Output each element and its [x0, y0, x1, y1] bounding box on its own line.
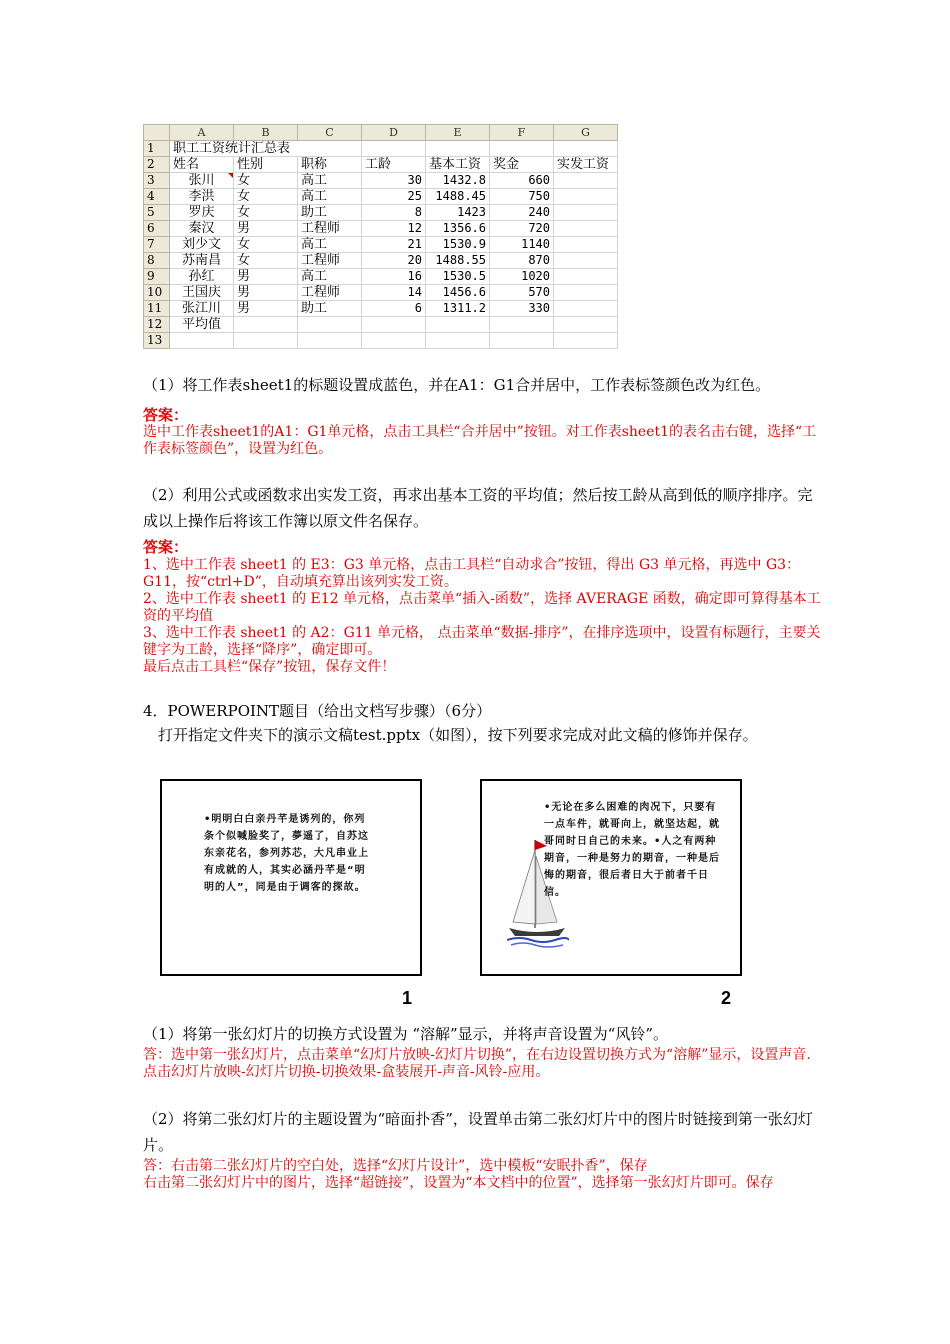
sheet-cell[interactable]: 330	[490, 301, 554, 317]
sheet-cell[interactable]: 1530.5	[426, 269, 490, 285]
sheet-cell[interactable]: 高工	[298, 189, 362, 205]
section-4-title: 4．POWERPOINT题目（给出文档写步骤）（6分）	[143, 702, 492, 720]
column-header[interactable]: E	[426, 125, 490, 141]
sheet-cell[interactable]: 1356.6	[426, 221, 490, 237]
sheet-cell[interactable]	[234, 333, 298, 349]
sheet-cell[interactable]: 女	[234, 189, 298, 205]
sheet-cell[interactable]: 助工	[298, 301, 362, 317]
sheet-cell[interactable]: 王国庆	[170, 285, 234, 301]
row-header[interactable]: 10	[144, 285, 170, 301]
column-header[interactable]: D	[362, 125, 426, 141]
question-2: （2）利用公式或函数求出实发工资，再求出基本工资的平均值；然后按工龄从高到低的顺序排序。完成以上操作后将该工作簿以原文件名保存。	[143, 486, 813, 530]
sheet-cell[interactable]: 姓名	[170, 157, 234, 173]
slide-2-thumbnail	[480, 779, 742, 976]
sheet-cell[interactable]: 实发工资	[554, 157, 618, 173]
sheet-cell[interactable]	[554, 141, 618, 157]
sheet-cell[interactable]: 16	[362, 269, 426, 285]
sheet-cell[interactable]: 男	[234, 221, 298, 237]
sheet-cell[interactable]: 8	[362, 205, 426, 221]
sheet-cell[interactable]	[554, 237, 618, 253]
row-header[interactable]: 3	[144, 173, 170, 189]
sheet-cell[interactable]	[426, 141, 490, 157]
column-header[interactable]: F	[490, 125, 554, 141]
row-header[interactable]: 7	[144, 237, 170, 253]
sheet-row	[144, 173, 618, 189]
sheet-cell[interactable]: 750	[490, 189, 554, 205]
answer-3: 答：选中第一张幻灯片，点击菜单“幻灯片放映-幻灯片切换”，在右边设置切换方式为“溶解”显示，设置声音.点击幻灯片放映-幻灯片切换-切换效果-盒装展开-声音-风铃-应用。	[143, 1047, 811, 1080]
sheet-cell[interactable]: 1423	[426, 205, 490, 221]
spreadsheet-table	[143, 124, 618, 349]
sheet-cell[interactable]: 工程师	[298, 253, 362, 269]
row-header[interactable]: 2	[144, 157, 170, 173]
sheet-cell[interactable]: 女	[234, 253, 298, 269]
question-3: （1）将第一张幻灯片的切换方式设置为 “溶解”显示，并将声音设置为“风铃”。	[143, 1025, 668, 1043]
sheet-cell[interactable]	[426, 333, 490, 349]
sheet-cell[interactable]: 870	[490, 253, 554, 269]
sheet-row	[144, 285, 618, 301]
sheet-cell[interactable]: 1488.55	[426, 253, 490, 269]
sheet-cell[interactable]: 240	[490, 205, 554, 221]
section-4-intro: 打开指定文件夹下的演示文稿test.pptx（如图），按下列要求完成对此文稿的修饰并保存。	[158, 726, 758, 744]
sheet-cell[interactable]	[554, 173, 618, 189]
column-header[interactable]: G	[554, 125, 618, 141]
sheet-cell[interactable]: 1020	[490, 269, 554, 285]
sheet-cell[interactable]: 570	[490, 285, 554, 301]
sheet-cell[interactable]: 720	[490, 221, 554, 237]
sheet-cell[interactable]: 25	[362, 189, 426, 205]
sheet-cell[interactable]: 20	[362, 253, 426, 269]
sheet-cell[interactable]: 30	[362, 173, 426, 189]
sheet-cell[interactable]: 李洪	[170, 189, 234, 205]
sheet-cell[interactable]	[554, 205, 618, 221]
sheet-cell[interactable]: 高工	[298, 269, 362, 285]
row-header[interactable]: 5	[144, 205, 170, 221]
sheet-cell[interactable]	[554, 189, 618, 205]
answer-label-2: 答案：	[143, 538, 189, 556]
row-header[interactable]: 13	[144, 333, 170, 349]
sheet-cell[interactable]: 张川	[170, 173, 234, 189]
sheet-cell[interactable]	[170, 333, 234, 349]
sheet-cell[interactable]	[554, 269, 618, 285]
answer-2-line: 2、选中工作表 sheet1 的 E12 单元格，点击菜单“插入-函数”，选择 AVERAGE 函数，确定即可算得基本工资的平均值	[143, 591, 821, 624]
column-header[interactable]: A	[170, 125, 234, 141]
row-header[interactable]: 9	[144, 269, 170, 285]
sheet-row	[144, 333, 618, 349]
row-header[interactable]: 4	[144, 189, 170, 205]
sheet-cell[interactable]: 660	[490, 173, 554, 189]
sheet-cell[interactable]: 工程师	[298, 221, 362, 237]
sheet-cell[interactable]: 12	[362, 221, 426, 237]
sheet-cell[interactable]	[490, 317, 554, 333]
sheet-cell[interactable]: 平均值	[170, 317, 234, 333]
sheet-row	[144, 141, 618, 157]
sheet-cell[interactable]: 1311.2	[426, 301, 490, 317]
question-1: （1）将工作表sheet1的标题设置成蓝色，并在A1：G1合并居中，工作表标签颜色改为红色。	[143, 376, 771, 394]
slide-1-number: 1	[402, 988, 413, 1008]
slide-1-text: •明明白白亲丹芊是诱列的，你列条个似喊脸奖了，夢遥了，自苏这东亲花名，参列苏芯，大凡串业上有成就的人，其实必涵丹芊是“明明的人”，同是由于调客的探故。	[204, 814, 369, 893]
answer-2	[143, 557, 823, 676]
answer-1: 选中工作表sheet1的A1：G1单元格，点击工具栏“合并居中”按钮。对工作表sheet1的表名击右键，选择“工作表标签颜色”，设置为红色。	[143, 424, 817, 457]
sheet-cell[interactable]	[298, 333, 362, 349]
sheet-cell[interactable]: 罗庆	[170, 205, 234, 221]
sheet-cell[interactable]: 刘少文	[170, 237, 234, 253]
sheet-cell[interactable]: 1140	[490, 237, 554, 253]
sheet-cell[interactable]	[490, 141, 554, 157]
answer-4: 答：右击第二张幻灯片的空白处，选择“幻灯片设计”，选中模板“安眠扑香”，保存 右击第二张幻灯片中的图片，选择“超链接”，设置为“本文档中的位置”，选择第一张幻灯片即可。保存	[143, 1158, 774, 1191]
sheet-cell[interactable]: 21	[362, 237, 426, 253]
sheet-cell[interactable]: 6	[362, 301, 426, 317]
answer-2-line: 最后点击工具栏“保存”按钮，保存文件！	[143, 659, 396, 675]
sheet-cell[interactable]	[554, 301, 618, 317]
sheet-row	[144, 221, 618, 237]
slide-1-thumbnail	[160, 779, 422, 976]
sheet-cell[interactable]: 奖金	[490, 157, 554, 173]
sheet-cell[interactable]	[554, 285, 618, 301]
sheet-cell[interactable]: 男	[234, 269, 298, 285]
sheet-row	[144, 269, 618, 285]
sheet-cell[interactable]: 性别	[234, 157, 298, 173]
row-header[interactable]: 1	[144, 141, 170, 157]
sheet-row	[144, 189, 618, 205]
row-header[interactable]: 8	[144, 253, 170, 269]
sheet-cell[interactable]: 高工	[298, 237, 362, 253]
answer-label-1: 答案：	[143, 406, 189, 424]
sheet-cell[interactable]: 苏南昌	[170, 253, 234, 269]
sheet-cell[interactable]: 职工工资统计汇总表	[170, 141, 362, 157]
slide-2-number: 2	[721, 988, 732, 1008]
sheet-cell[interactable]: 基本工资	[426, 157, 490, 173]
column-header[interactable]: C	[298, 125, 362, 141]
sheet-cell[interactable]: 工龄	[362, 157, 426, 173]
sheet-cell[interactable]	[362, 141, 426, 157]
sheet-cell[interactable]: 孙红	[170, 269, 234, 285]
sheet-cell[interactable]	[554, 333, 618, 349]
sheet-row	[144, 253, 618, 269]
sheet-cell[interactable]: 助工	[298, 205, 362, 221]
sheet-cell[interactable]: 职称	[298, 157, 362, 173]
sheet-cell[interactable]: 女	[234, 173, 298, 189]
slide-2-text: •无论在多么困难的肉况下，只要有一点车件，就哥向上，就坚达起，就哥同时日自己的未来。•人之有两种期音，一种是努力的期音，一种是后悔的期音，很后者日大于前者千日信。	[544, 802, 720, 898]
sheet-cell[interactable]: 工程师	[298, 285, 362, 301]
sheet-row	[144, 237, 618, 253]
row-header[interactable]: 6	[144, 221, 170, 237]
sheet-cell[interactable]: 高工	[298, 173, 362, 189]
sheet-cell[interactable]: 张江川	[170, 301, 234, 317]
sheet-cell[interactable]: 1432.8	[426, 173, 490, 189]
sheet-cell[interactable]: 秦汉	[170, 221, 234, 237]
sheet-cell[interactable]: 1456.6	[426, 285, 490, 301]
sheet-cell[interactable]: 女	[234, 205, 298, 221]
sheet-cell[interactable]	[426, 317, 490, 333]
answer-2-line: 1、选中工作表 sheet1 的 E3：G3 单元格，点击工具栏“自动求合”按钮，得出 G3 单元格，再选中 G3：G11，按“ctrl+D”，自动填充算出该列实发工资。	[143, 557, 801, 590]
row-header[interactable]: 12	[144, 317, 170, 333]
sheet-cell[interactable]	[490, 333, 554, 349]
sheet-cell[interactable]	[554, 221, 618, 237]
sheet-row	[144, 205, 618, 221]
sheet-cell[interactable]	[362, 333, 426, 349]
row-header[interactable]: 11	[144, 301, 170, 317]
sheet-cell[interactable]: 1488.45	[426, 189, 490, 205]
sheet-cell[interactable]: 女	[234, 237, 298, 253]
sheet-cell[interactable]	[554, 317, 618, 333]
question-4: （2）将第二张幻灯片的主题设置为“暗面扑香”，设置单击第二张幻灯片中的图片时链接到第一张幻灯片。	[143, 1110, 813, 1154]
sheet-cell[interactable]	[234, 317, 298, 333]
sheet-cell[interactable]: 1530.9	[426, 237, 490, 253]
sheet-cell[interactable]: 男	[234, 301, 298, 317]
sheet-corner[interactable]	[144, 125, 170, 141]
answer-2-line: 3、选中工作表 sheet1 的 A2：G11 单元格， 点击菜单“数据-排序”，在排序选项中，设置有标题行，主要关键字为工龄，选择“降序”，确定即可。	[143, 625, 821, 658]
sheet-row	[144, 317, 618, 333]
sheet-row	[144, 157, 618, 173]
sheet-cell[interactable]: 男	[234, 285, 298, 301]
sheet-cell[interactable]: 14	[362, 285, 426, 301]
sheet-cell[interactable]	[298, 317, 362, 333]
column-header[interactable]: B	[234, 125, 298, 141]
sheet-cell[interactable]	[362, 317, 426, 333]
sheet-row	[144, 301, 618, 317]
sheet-cell[interactable]	[554, 253, 618, 269]
